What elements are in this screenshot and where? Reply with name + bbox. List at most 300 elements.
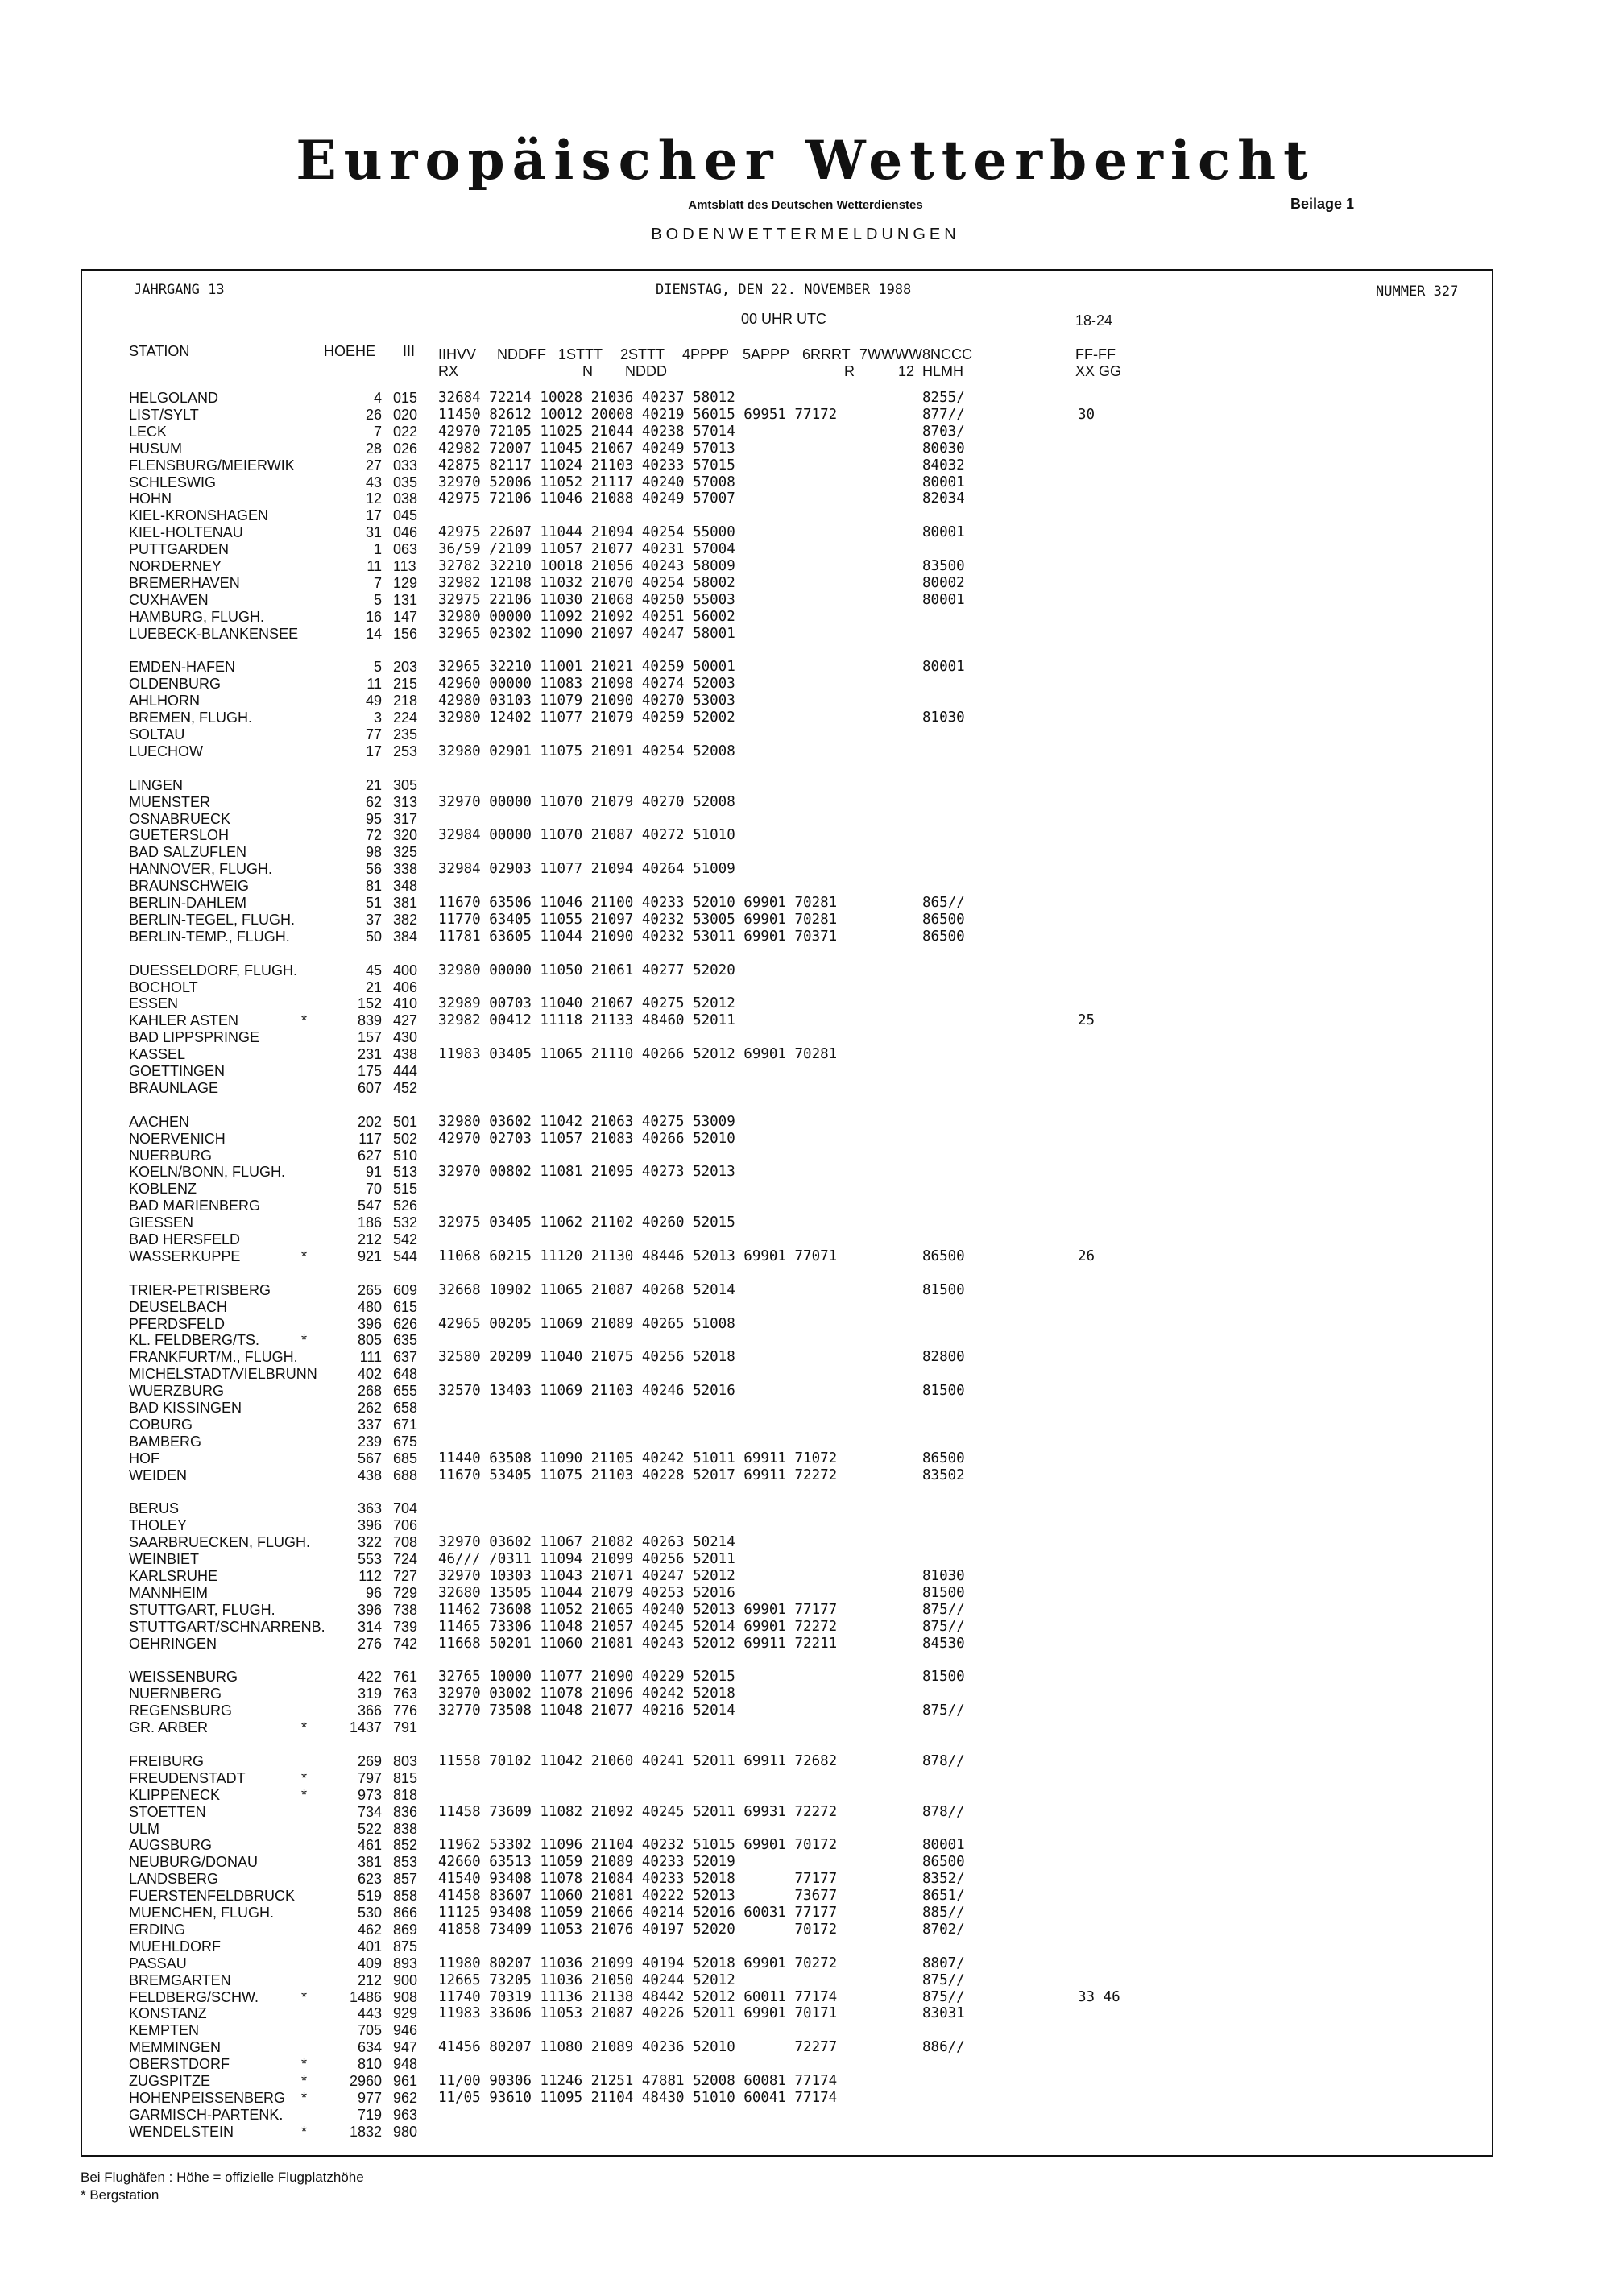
station-name: LECK <box>129 423 168 440</box>
station-name: BAD LIPPSPRINGE <box>129 1029 260 1046</box>
beilage-label: Beilage 1 <box>1290 196 1355 212</box>
cloud-group: 80001 <box>922 659 965 676</box>
station-codes: 32975 03405 11062 21102 40260 52015 <box>438 1214 735 1231</box>
station-height: 7 <box>373 423 382 440</box>
station-index: 724 <box>393 1551 418 1568</box>
station-height: 462 <box>357 1921 382 1938</box>
station-name: KONSTANZ <box>129 2005 207 2022</box>
station-index: 382 <box>393 911 418 928</box>
station-index: 615 <box>393 1298 418 1315</box>
station-index: 946 <box>393 2022 418 2039</box>
station-height: 265 <box>357 1281 382 1298</box>
station-index: 857 <box>393 1871 418 1888</box>
station-height: 530 <box>357 1905 382 1921</box>
station-codes: 11465 73306 11048 21057 40245 52014 69901 72272 <box>438 1618 838 1635</box>
cloud-group: 8651/ <box>922 1888 965 1905</box>
station-name: WEINBIET <box>129 1551 200 1568</box>
station-codes: 42970 72105 11025 21044 40238 57014 <box>438 423 735 440</box>
station-codes: 32980 03602 11042 21063 40275 53009 <box>438 1113 735 1130</box>
station-index: 688 <box>393 1467 418 1483</box>
station-index: 739 <box>393 1618 418 1635</box>
station-codes: 32989 00703 11040 21067 40275 52012 <box>438 995 735 1012</box>
station-height: 72 <box>365 827 382 844</box>
station-index: 430 <box>393 1029 418 1046</box>
cloud-group: 86500 <box>922 1247 965 1264</box>
station-index: 655 <box>393 1383 418 1400</box>
station-codes: 42660 63513 11059 21089 40233 52019 <box>438 1854 735 1871</box>
station-index: 035 <box>393 474 418 490</box>
station-index: 253 <box>393 743 418 759</box>
station-codes: 32980 12402 11077 21079 40259 52002 <box>438 709 735 726</box>
station-name: KLIPPENECK <box>129 1786 221 1803</box>
station-height: 45 <box>365 962 382 978</box>
station-height: 5 <box>373 659 382 676</box>
station-name: HELGOLAND <box>129 390 219 406</box>
cloud-group: 86500 <box>922 1854 965 1871</box>
station-name: KIEL-HOLTENAU <box>129 524 243 541</box>
station-height: 567 <box>357 1450 382 1467</box>
station-height: 26 <box>365 406 382 423</box>
station-name: REGENSBURG <box>129 1702 233 1719</box>
mountain-marker: * <box>301 2123 308 2140</box>
mountain-marker: * <box>301 1719 308 1736</box>
station-codes: 11962 53302 11096 21104 40232 51015 69901 70172 <box>438 1837 838 1854</box>
station-name: STUTTGART, FLUGH. <box>129 1601 275 1618</box>
station-index: 963 <box>393 2106 418 2123</box>
col-1sttt: 1STTT N <box>558 346 603 379</box>
station-codes: 41540 93408 11078 21084 40233 52018 77177 <box>438 1871 838 1888</box>
cloud-group: 885// <box>922 1905 965 1921</box>
station-index: 742 <box>393 1635 418 1652</box>
mountain-marker: * <box>301 2089 308 2106</box>
cloud-group: 875// <box>922 1601 965 1618</box>
cloud-group: 878// <box>922 1752 965 1769</box>
station-name: KOELN/BONN, FLUGH. <box>129 1164 286 1181</box>
station-index: 156 <box>393 625 418 642</box>
station-index: 947 <box>393 2039 418 2056</box>
station-height: 337 <box>357 1416 382 1433</box>
station-height: 95 <box>365 810 382 827</box>
station-codes: 42970 02703 11057 21083 40266 52010 <box>438 1130 735 1147</box>
station-index: 948 <box>393 2056 418 2073</box>
station-name: ULM <box>129 1820 160 1837</box>
station-name: BRAUNSCHWEIG <box>129 878 250 895</box>
station-height: 262 <box>357 1400 382 1416</box>
station-name: MEMMINGEN <box>129 2039 221 2056</box>
footnote-mountain: * Bergstation <box>81 2187 159 2203</box>
station-index: 501 <box>393 1113 418 1130</box>
station-height: 50 <box>365 928 382 945</box>
station-height: 363 <box>357 1500 382 1517</box>
cloud-group: 875// <box>922 1971 965 1988</box>
station-codes: 32970 03602 11067 21082 40263 50214 <box>438 1534 735 1551</box>
station-codes: 11450 82612 10012 20008 40219 56015 69951 77172 <box>438 406 838 423</box>
cloud-group: 83502 <box>922 1467 965 1483</box>
station-height: 396 <box>357 1315 382 1332</box>
station-index: 875 <box>393 1938 418 1955</box>
station-index: 325 <box>393 844 418 861</box>
cloud-group: 875// <box>922 1702 965 1719</box>
station-height: 443 <box>357 2005 382 2022</box>
station-index: 510 <box>393 1147 418 1164</box>
station-name: FRANKFURT/M., FLUGH. <box>129 1349 298 1366</box>
station-index: 893 <box>393 1955 418 1971</box>
station-index: 320 <box>393 827 418 844</box>
station-index: 502 <box>393 1130 418 1147</box>
station-codes: 11670 63506 11046 21100 40233 52010 69901 70281 <box>438 895 838 911</box>
gust-group: 26 <box>1078 1247 1095 1264</box>
station-name: NOERVENICH <box>129 1130 226 1147</box>
station-name: NUERNBERG <box>129 1686 222 1702</box>
station-name: THOLEY <box>129 1517 188 1534</box>
station-height: 973 <box>357 1786 382 1803</box>
col-6rrrt: 6RRRT R <box>802 346 855 379</box>
cloud-group: 84530 <box>922 1635 965 1652</box>
station-name: HOHN <box>129 490 172 507</box>
station-index: 706 <box>393 1517 418 1534</box>
station-height: 314 <box>357 1618 382 1635</box>
station-height: 396 <box>357 1601 382 1618</box>
gust-group: 25 <box>1078 1012 1095 1029</box>
station-codes: 32580 20209 11040 21075 40256 52018 <box>438 1349 735 1366</box>
station-name: ESSEN <box>129 995 179 1012</box>
station-height: 381 <box>357 1854 382 1871</box>
station-height: 212 <box>357 1231 382 1247</box>
station-index: 033 <box>393 457 418 474</box>
cloud-group: 81500 <box>922 1584 965 1601</box>
station-height: 1832 <box>349 2123 382 2140</box>
station-height: 396 <box>357 1517 382 1534</box>
station-index: 015 <box>393 390 418 406</box>
mountain-marker: * <box>301 1247 308 1264</box>
issue-number: NUMMER 327 <box>1376 283 1459 300</box>
station-name: MUENSTER <box>129 793 211 810</box>
station-height: 719 <box>357 2106 382 2123</box>
station-name: STUTTGART/SCHNARRENB. <box>129 1618 325 1635</box>
station-codes: 32684 72214 10028 21036 40237 58012 <box>438 390 735 406</box>
station-index: 818 <box>393 1786 418 1803</box>
station-index: 224 <box>393 709 418 726</box>
station-index: 147 <box>393 608 418 625</box>
station-height: 212 <box>357 1971 382 1988</box>
station-height: 186 <box>357 1214 382 1231</box>
station-height: 11 <box>367 558 382 574</box>
station-index: 704 <box>393 1500 418 1517</box>
station-height: 519 <box>357 1888 382 1905</box>
station-index: 791 <box>393 1719 418 1736</box>
station-name: WUERZBURG <box>129 1383 224 1400</box>
station-codes: 32984 02903 11077 21094 40264 51009 <box>438 861 735 878</box>
station-name: MANNHEIM <box>129 1584 208 1601</box>
station-codes: 32970 00000 11070 21079 40270 52008 <box>438 793 735 810</box>
station-index: 038 <box>393 490 418 507</box>
cloud-group: 80002 <box>922 574 965 591</box>
station-height: 77 <box>365 726 382 743</box>
station-height: 152 <box>357 995 382 1012</box>
cloud-group: 80001 <box>922 1837 965 1854</box>
mountain-marker: * <box>301 1786 308 1803</box>
station-index: 815 <box>393 1769 418 1786</box>
station-height: 27 <box>365 457 382 474</box>
station-height: 627 <box>357 1147 382 1164</box>
cloud-group: 86500 <box>922 1450 965 1467</box>
station-codes: 11740 70319 11136 21138 48442 52012 60011 77174 <box>438 1988 838 2005</box>
station-name: KOBLENZ <box>129 1181 197 1198</box>
station-index: 046 <box>393 524 418 541</box>
col-8nccc: 8NCCC HLMH <box>922 346 973 379</box>
station-codes: 46/// /0311 11094 21099 40256 52011 <box>438 1551 735 1568</box>
table-frame <box>81 269 1493 2157</box>
station-name: OEHRINGEN <box>129 1635 217 1652</box>
station-codes: 11770 63405 11055 21097 40232 53005 69901 70281 <box>438 911 838 928</box>
cloud-group: 83031 <box>922 2005 965 2022</box>
station-height: 1486 <box>349 1988 382 2005</box>
report-title: Europäischer Wetterbericht <box>296 129 1315 192</box>
station-name: ZUGSPITZE <box>129 2073 211 2089</box>
station-name: FREIBURG <box>129 1752 205 1769</box>
station-height: 734 <box>357 1803 382 1820</box>
mountain-marker: * <box>301 1988 308 2005</box>
station-index: 761 <box>393 1669 418 1686</box>
station-index: 729 <box>393 1584 418 1601</box>
station-codes: 11440 63508 11090 21105 40242 51011 69911 71072 <box>438 1450 838 1467</box>
col-hoehe: HOEHE <box>324 343 376 359</box>
station-height: 21 <box>365 776 382 793</box>
station-height: 49 <box>365 693 382 709</box>
station-codes: 42982 72007 11045 21067 40249 57013 <box>438 440 735 457</box>
station-name: SAARBRUECKEN, FLUGH. <box>129 1534 311 1551</box>
station-name: LANDSBERG <box>129 1871 219 1888</box>
station-height: 16 <box>365 608 382 625</box>
station-name: SCHLESWIG <box>129 474 217 490</box>
station-height: 70 <box>365 1181 382 1198</box>
station-height: 402 <box>357 1366 382 1383</box>
station-codes: 42965 00205 11069 21089 40265 51008 <box>438 1315 735 1332</box>
cloud-group: 8703/ <box>922 423 965 440</box>
station-name: LUECHOW <box>129 743 204 759</box>
cloud-group: 81500 <box>922 1669 965 1686</box>
jahrgang: JAHRGANG 13 <box>134 282 225 298</box>
station-index: 131 <box>393 591 418 608</box>
station-name: KARLSRUHE <box>129 1568 218 1584</box>
station-name: BERLIN-TEMP., FLUGH. <box>129 928 290 945</box>
station-name: BREMERHAVEN <box>129 574 240 591</box>
station-height: 112 <box>358 1568 382 1584</box>
station-codes: 32980 00000 11092 21092 40251 56002 <box>438 608 735 625</box>
station-codes: 41456 80207 11080 21089 40236 52010 72277 <box>438 2039 838 2056</box>
station-index: 685 <box>393 1450 418 1467</box>
section-title: BODENWETTERMELDUNGEN <box>651 225 960 243</box>
station-name: WENDELSTEIN <box>129 2123 234 2140</box>
station-index: 929 <box>393 2005 418 2022</box>
station-height: 480 <box>357 1298 382 1315</box>
station-name: NEUBURG/DONAU <box>129 1854 259 1871</box>
station-name: LIST/SYLT <box>129 406 199 423</box>
mountain-marker: * <box>301 1332 308 1349</box>
cloud-group: 81030 <box>922 709 965 726</box>
station-index: 513 <box>393 1164 418 1181</box>
station-index: 980 <box>393 2123 418 2140</box>
station-height: 268 <box>357 1383 382 1400</box>
station-codes: 11668 50201 11060 21081 40243 52012 69911 72211 <box>438 1635 838 1652</box>
station-name: KEMPTEN <box>129 2022 200 2039</box>
station-name: BAD MARIENBERG <box>129 1198 261 1214</box>
station-name: BREMEN, FLUGH. <box>129 709 253 726</box>
station-name: GR. ARBER <box>129 1719 209 1736</box>
station-index: 515 <box>393 1181 418 1198</box>
station-index: 317 <box>393 810 418 827</box>
col-2sttt: 2STTT NDDD <box>620 346 667 379</box>
station-name: OLDENBURG <box>129 676 222 693</box>
station-index: 961 <box>393 2073 418 2089</box>
range-label: 18-24 <box>1075 312 1113 329</box>
station-index: 427 <box>393 1012 418 1029</box>
station-height: 839 <box>357 1012 382 1029</box>
station-height: 3 <box>373 709 382 726</box>
cloud-group: 82800 <box>922 1349 965 1366</box>
station-name: BAD HERSFELD <box>129 1231 241 1247</box>
station-index: 866 <box>393 1905 418 1921</box>
station-name: DEUSELBACH <box>129 1298 228 1315</box>
station-height: 2960 <box>349 2073 382 2089</box>
station-name: ERDING <box>129 1921 186 1938</box>
station-height: 805 <box>357 1332 382 1349</box>
station-index: 235 <box>393 726 418 743</box>
station-name: GUETERSLOH <box>129 827 230 844</box>
station-name: HAMBURG, FLUGH. <box>129 608 265 625</box>
station-height: 4 <box>373 390 382 406</box>
cloud-group: 81500 <box>922 1281 965 1298</box>
cloud-group: 82034 <box>922 490 965 507</box>
station-name: BAMBERG <box>129 1433 202 1450</box>
station-name: NORDERNEY <box>129 558 222 574</box>
station-index: 384 <box>393 928 418 945</box>
station-index: 400 <box>393 962 418 978</box>
station-codes: 32970 52006 11052 21117 40240 57008 <box>438 474 735 490</box>
station-index: 020 <box>393 406 418 423</box>
station-name: KL. FELDBERG/TS. <box>129 1332 260 1349</box>
station-index: 852 <box>393 1837 418 1854</box>
cloud-group: 86500 <box>922 928 965 945</box>
station-name: LUEBECK-BLANKENSEE <box>129 625 299 642</box>
station-height: 17 <box>365 743 382 759</box>
station-name: MUEHLDORF <box>129 1938 222 1955</box>
col-4pppp: 4PPPP <box>682 346 730 362</box>
station-index: 063 <box>393 541 418 558</box>
station-codes: 32965 32210 11001 21021 40259 50001 <box>438 659 735 676</box>
station-index: 803 <box>393 1752 418 1769</box>
station-index: 838 <box>393 1820 418 1837</box>
cloud-group: 886// <box>922 2039 965 2056</box>
station-name: WEISSENBURG <box>129 1669 238 1686</box>
station-name: FLENSBURG/MEIERWIK <box>129 457 295 474</box>
station-index: 532 <box>393 1214 418 1231</box>
station-index: 626 <box>393 1315 418 1332</box>
station-height: 11 <box>367 676 382 693</box>
station-index: 671 <box>393 1416 418 1433</box>
station-height: 51 <box>365 895 382 911</box>
station-name: KAHLER ASTEN <box>129 1012 239 1029</box>
station-index: 900 <box>393 1971 418 1988</box>
station-name: OSNABRUECK <box>129 810 231 827</box>
station-codes: 11558 70102 11042 21060 40241 52011 69911 72682 <box>438 1752 838 1769</box>
station-codes: 41458 83607 11060 21081 40222 52013 73677 <box>438 1888 838 1905</box>
station-codes: 42980 03103 11079 21090 40270 53003 <box>438 693 735 709</box>
station-codes: 32970 10303 11043 21071 40247 52012 <box>438 1568 735 1584</box>
cloud-group: 878// <box>922 1803 965 1820</box>
cloud-group: 8807/ <box>922 1955 965 1971</box>
station-height: 276 <box>357 1635 382 1652</box>
station-index: 313 <box>393 793 418 810</box>
station-index: 452 <box>393 1079 418 1096</box>
station-name: FREUDENSTADT <box>129 1769 246 1786</box>
station-name: BOCHOLT <box>129 978 198 995</box>
gust-group: 30 <box>1078 406 1095 423</box>
station-height: 117 <box>358 1130 382 1147</box>
station-name: AACHEN <box>129 1113 190 1130</box>
station-codes: 32570 13403 11069 21103 40246 52016 <box>438 1383 735 1400</box>
station-index: 542 <box>393 1231 418 1247</box>
station-name: SOLTAU <box>129 726 185 743</box>
station-codes: 32982 00412 11118 21133 48460 52011 <box>438 1012 735 1029</box>
station-height: 623 <box>357 1871 382 1888</box>
station-index: 675 <box>393 1433 418 1450</box>
station-codes: 32982 12108 11032 21070 40254 58002 <box>438 574 735 591</box>
station-name: PUTTGARDEN <box>129 541 230 558</box>
station-index: 763 <box>393 1686 418 1702</box>
station-codes: 12665 73205 11036 21050 40244 52012 <box>438 1971 735 1988</box>
station-name: EMDEN-HAFEN <box>129 659 236 676</box>
station-height: 269 <box>357 1752 382 1769</box>
station-index: 858 <box>393 1888 418 1905</box>
cloud-group: 80030 <box>922 440 965 457</box>
mountain-marker: * <box>301 1769 308 1786</box>
station-index: 438 <box>393 1046 418 1063</box>
station-name: WEIDEN <box>129 1467 187 1483</box>
mountain-marker: * <box>301 2056 308 2073</box>
station-height: 921 <box>357 1247 382 1264</box>
station-height: 705 <box>357 2022 382 2039</box>
cloud-group: 80001 <box>922 524 965 541</box>
station-name: KASSEL <box>129 1046 186 1063</box>
station-index: 215 <box>393 676 418 693</box>
station-name: HANNOVER, FLUGH. <box>129 861 273 878</box>
station-codes: 11983 03405 11065 21110 40266 52012 69901 70281 <box>438 1046 838 1063</box>
station-index: 609 <box>393 1281 418 1298</box>
cloud-group: 8352/ <box>922 1871 965 1888</box>
station-name: NUERBURG <box>129 1147 213 1164</box>
cloud-group: 8702/ <box>922 1921 965 1938</box>
cloud-group: 86500 <box>922 911 965 928</box>
cloud-group: 81030 <box>922 1568 965 1584</box>
station-height: 607 <box>357 1079 382 1096</box>
station-name: TRIER-PETRISBERG <box>129 1281 271 1298</box>
station-codes: 32765 10000 11077 21090 40229 52015 <box>438 1669 735 1686</box>
station-name: AUGSBURG <box>129 1837 213 1854</box>
station-codes: 32975 22106 11030 21068 40250 55003 <box>438 591 735 608</box>
station-height: 409 <box>357 1955 382 1971</box>
station-index: 853 <box>393 1854 418 1871</box>
station-index: 738 <box>393 1601 418 1618</box>
station-name: HOHENPEISSENBERG <box>129 2089 286 2106</box>
station-index: 444 <box>393 1063 418 1079</box>
station-height: 1437 <box>349 1719 382 1736</box>
station-height: 5 <box>373 591 382 608</box>
station-codes: 11/00 90306 11246 21251 47881 52008 60081 77174 <box>438 2073 838 2089</box>
station-height: 91 <box>365 1164 382 1181</box>
report-subtitle: Amtsblatt des Deutschen Wetterdienstes <box>688 198 923 212</box>
station-name: GARMISCH-PARTENK. <box>129 2106 284 2123</box>
